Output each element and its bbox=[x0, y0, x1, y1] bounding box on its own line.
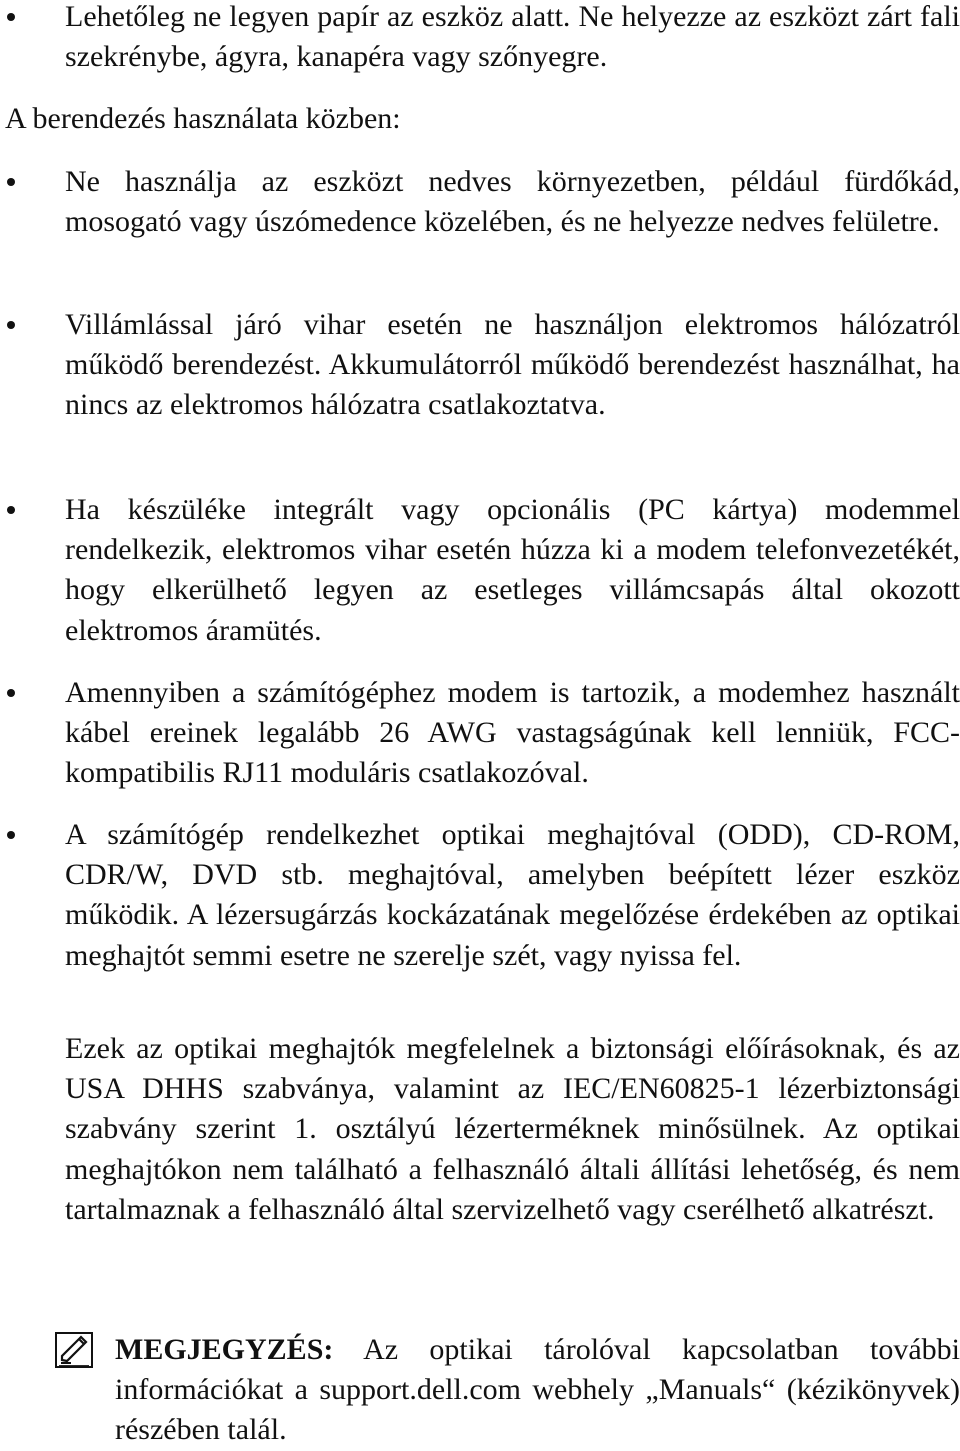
note-label: MEGJEGYZÉS: bbox=[115, 1333, 334, 1366]
section-heading: A berendezés használata közben: bbox=[5, 102, 401, 135]
pencil-note-icon bbox=[55, 1332, 93, 1368]
bullet-text: A számítógép rendelkezhet optikai meghajtóval (ODD), CD-ROM, CDR/W, DVD stb. meghajtóval, amelyben beépített lézer eszköz működik. A lézersugárzás kockázatának megelőzése érdekében az optikai meghajtót semmi esetre ne szerelje szét, vagy nyissa fel. bbox=[65, 818, 960, 972]
bullet-icon bbox=[7, 831, 15, 839]
bullet-icon bbox=[7, 506, 15, 514]
bullet-text: Ne használja az eszközt nedves környezetben, például fürdőkád, mosogató vagy úszómedence közelében, és ne helyezze nedves felületre. bbox=[65, 165, 960, 239]
bullet-text: Ha készüléke integrált vagy opcionális (PC kártya) modemmel rendelkezik, elektromos vihar esetén húzza ki a modem telefonvezetékét, hogy elkerülhető legyen az esetleges villámcsapás által okozott elektromos áramütés. bbox=[65, 493, 960, 647]
bullet-icon bbox=[7, 13, 15, 21]
bullet-icon bbox=[7, 178, 15, 186]
bullet-text: Amennyiben a számítógéphez modem is tartozik, a modemhez használt kábel ereinek legalább 26 AWG vastagságúnak kell lenniük, FCC-kompatibilis RJ11 moduláris csatlakozóval. bbox=[65, 676, 960, 790]
bullet-text: Villámlással járó vihar esetén ne használjon elektromos hálózatról működő berendezést. Akkumulátorról működő berendezést használhat, ha nincs az elektromos hálózatra csatlakoztatva. bbox=[65, 308, 960, 422]
bullet-icon bbox=[7, 689, 15, 697]
note-text bbox=[115, 1330, 960, 1450]
optical-drive-compliance-paragraph: Ezek az optikai meghajtók megfelelnek a biztonsági előírásoknak, és az USA DHHS szabványa, valamint az IEC/EN60825-1 lézerbiztonsági szabvány szerint 1. osztályú lézerterméknek minősülnek. Az optikai meghajtókon nem található a felhasználó általi állítási lehetőség, és nem tartalmaznak a felhasználó által szervizelhető vagy cserélhető alkatrészt. bbox=[65, 1032, 960, 1226]
bullet-text: Lehetőleg ne legyen papír az eszköz alatt. Ne helyezze az eszközt zárt fali szekrénybe, ágyra, kanapéra vagy szőnyegre. bbox=[65, 0, 960, 74]
note-block bbox=[0, 1330, 960, 1451]
bullet-icon bbox=[7, 321, 15, 329]
note-body: Az optikai tárolóval kapcsolatban további információkat a support.dell.com webhely „Manuals“ (kézikönyvek) részében talál. bbox=[115, 1333, 960, 1446]
